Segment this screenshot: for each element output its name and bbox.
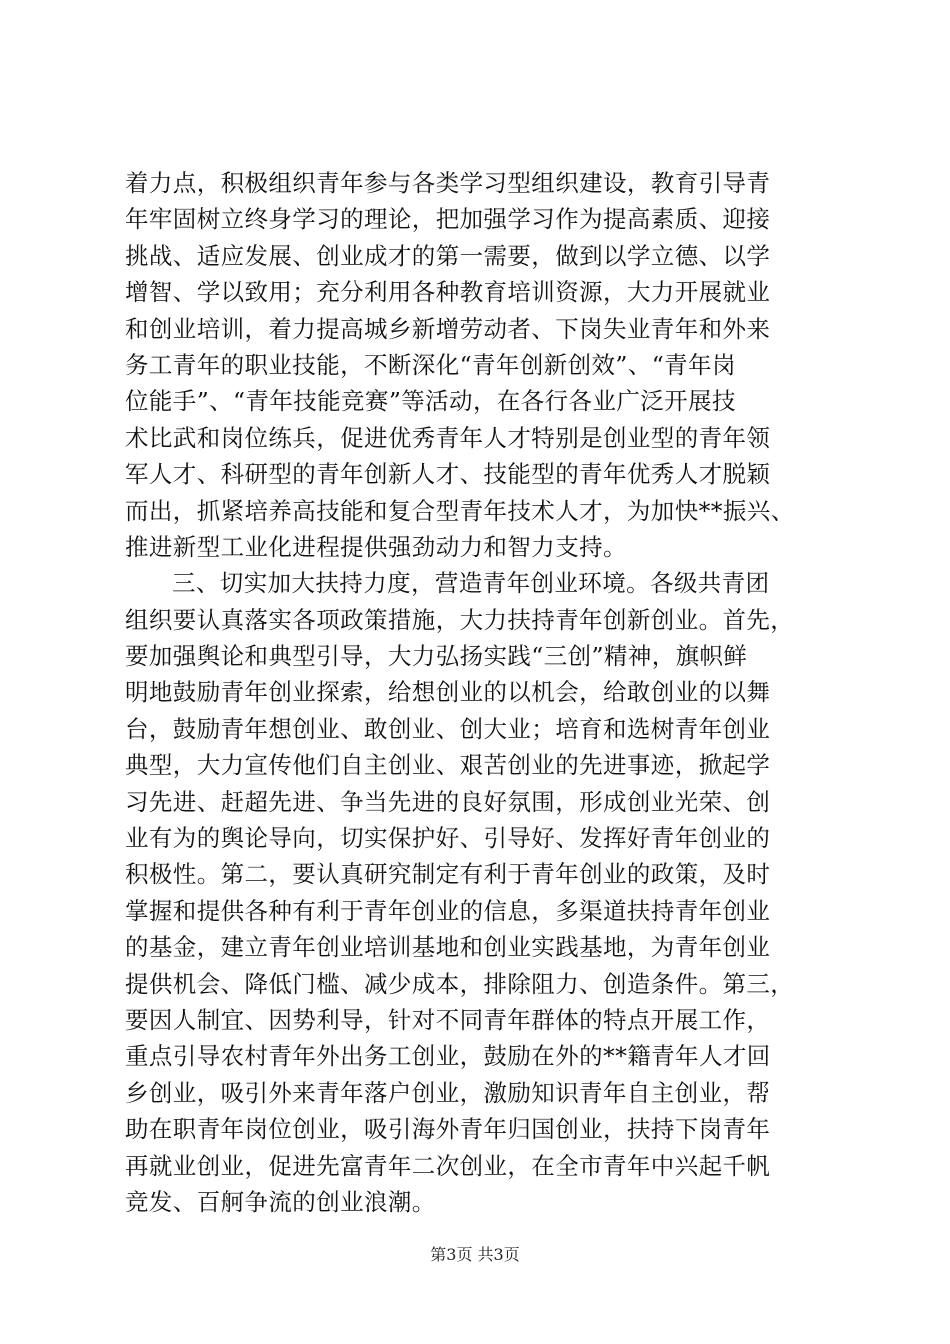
text-line: 竞发、百舸争流的创业浪潮。 bbox=[125, 1187, 436, 1216]
text-line: 年牢固树立终身学习的理论，把加强学习作为提高素质、迎接 bbox=[125, 205, 771, 234]
text-line: 业有为的舆论导向，切实保护好、引导好、发挥好青年创业的 bbox=[125, 824, 771, 853]
text-line: 挑战、适应发展、创业成才的第一需要，做到以学立德、以学 bbox=[125, 241, 771, 270]
text-line: 台，鼓励青年想创业、敢创业、创大业；培育和选树青年创业 bbox=[125, 714, 771, 743]
text-line: 推进新型工业化进程提供强劲动力和智力支持。 bbox=[125, 532, 627, 561]
text-line: 增智、学以致用；充分利用各种教育培训资源，大力开展就业 bbox=[125, 278, 771, 307]
text-line: 重点引导农村青年外出务工创业，鼓励在外的**籍青年人才回 bbox=[125, 1042, 771, 1071]
text-line: 典型，大力宣传他们自主创业、艰苦创业的先进事迹，掀起学 bbox=[125, 751, 771, 780]
text-line: 乡创业，吸引外来青年落户创业，激励知识青年自主创业，帮 bbox=[125, 1078, 771, 1107]
text-line: 助在职青年岗位创业，吸引海外青年归国创业，扶持下岗青年 bbox=[125, 1115, 771, 1144]
text-line: 而出，抓紧培养高技能和复合型青年技术人才，为加快**振兴、 bbox=[125, 496, 795, 525]
text-line: 务工青年的职业技能，不断深化“青年创新创效”、“青年岗 bbox=[125, 350, 736, 379]
text-line: 掌握和提供各种有利于青年创业的信息，多渠道扶持青年创业 bbox=[125, 896, 771, 925]
text-line: 着力点，积极组织青年参与各类学习型组织建设，教育引导青 bbox=[125, 169, 771, 197]
text-line: 提供机会、降低门槛、减少成本，排除阻力、创造条件。第三， bbox=[125, 969, 795, 998]
text-line: 再就业创业，促进先富青年二次创业，在全市青年中兴起千帆 bbox=[125, 1151, 771, 1180]
text-line: 位能手”、“青年技能竞赛”等活动，在各行各业广泛开展技 bbox=[125, 387, 736, 416]
text-line: 军人才、科研型的青年创新人才、技能型的青年优秀人才脱颖 bbox=[125, 460, 771, 489]
body-text bbox=[125, 165, 840, 1220]
text-line: 术比武和岗位练兵，促进优秀青年人才特别是创业型的青年领 bbox=[125, 423, 771, 452]
text-line: 明地鼓励青年创业探索，给想创业的以机会，给敢创业的以舞 bbox=[125, 678, 771, 707]
text-line: 习先进、赶超先进、争当先进的良好氛围，形成创业光荣、创 bbox=[125, 787, 771, 816]
paragraph-start-line: 三、切实加大扶持力度，营造青年创业环境。各级共青团 bbox=[172, 569, 770, 598]
text-line: 和创业培训，着力提高城乡新增劳动者、下岗失业青年和外来 bbox=[125, 314, 771, 343]
page-number-footer: 第3页 共3页 bbox=[430, 1245, 520, 1264]
text-line: 积极性。第二，要认真研究制定有利于青年创业的政策，及时 bbox=[125, 860, 771, 889]
text-line: 要加强舆论和典型引导，大力弘扬实践“三创”精神，旗帜鲜 bbox=[125, 642, 748, 671]
text-line: 组织要认真落实各项政策措施，大力扶持青年创新创业。首先， bbox=[125, 605, 795, 634]
text-line: 要因人制宜、因势利导，针对不同青年群体的特点开展工作， bbox=[125, 1005, 771, 1034]
text-line: 的基金，建立青年创业培训基地和创业实践基地，为青年创业 bbox=[125, 933, 771, 962]
